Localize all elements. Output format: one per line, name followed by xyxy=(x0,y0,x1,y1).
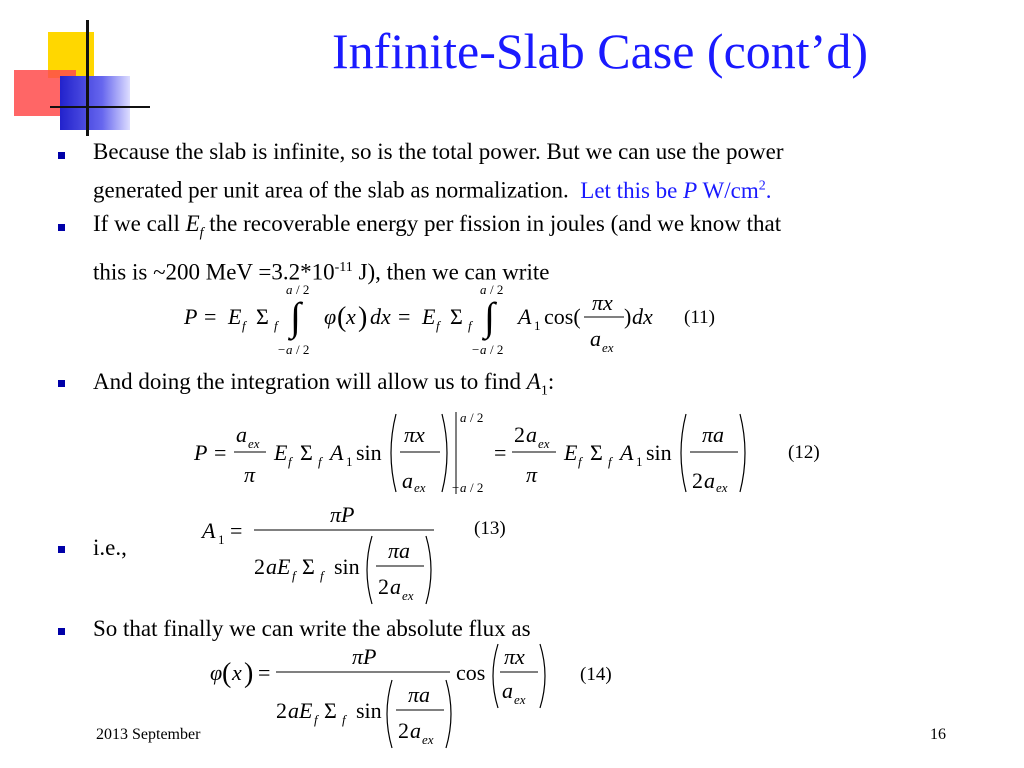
svg-text:a: a xyxy=(480,342,487,357)
svg-text:x: x xyxy=(232,660,242,685)
svg-text:Σ: Σ xyxy=(324,698,337,723)
svg-text:f: f xyxy=(342,712,346,727)
svg-text:f: f xyxy=(578,454,582,469)
svg-text:πa: πa xyxy=(388,538,411,563)
bullet-marker xyxy=(58,224,65,231)
svg-text:x: x xyxy=(346,304,356,329)
svg-text:=: = xyxy=(214,440,227,465)
svg-text:E: E xyxy=(564,440,578,465)
svg-text:=: = xyxy=(258,660,271,685)
svg-text:A: A xyxy=(518,304,532,329)
equation-13 xyxy=(198,500,448,606)
svg-text:2: 2 xyxy=(692,468,703,493)
equation-11-number: (11) xyxy=(684,307,715,328)
svg-text:a: a xyxy=(286,342,293,357)
equation-12 xyxy=(190,408,780,498)
svg-text:1: 1 xyxy=(534,318,541,333)
svg-text:∫: ∫ xyxy=(290,294,301,339)
bullet-5: So that finally we can write the absolute flux as xyxy=(93,616,531,641)
svg-text:ex: ex xyxy=(414,480,426,495)
svg-text:/ 2: / 2 xyxy=(470,410,484,425)
bullet-3: And doing the integration will allow us to find $A_1$: xyxy=(93,369,555,399)
svg-text:aE: aE xyxy=(288,698,313,723)
bullet-1-line-1: Because the slab is infinite, so is the total power. But we can use the power xyxy=(93,139,784,164)
svg-text:f: f xyxy=(318,454,322,469)
svg-text:a: a xyxy=(402,468,413,493)
svg-text:A: A xyxy=(202,518,216,543)
svg-text:/ 2: / 2 xyxy=(490,342,504,357)
svg-text:a: a xyxy=(286,282,293,297)
svg-text:=: = xyxy=(230,518,243,543)
svg-text:2: 2 xyxy=(378,574,389,599)
svg-text:2: 2 xyxy=(398,718,409,743)
svg-text:sin: sin xyxy=(646,440,672,465)
equation-14 xyxy=(206,642,566,750)
svg-text:πP: πP xyxy=(330,502,355,527)
svg-text:/ 2: / 2 xyxy=(296,282,310,297)
svg-text:ex: ex xyxy=(248,436,260,451)
slide-title: Infinite-Slab Case (cont’d) xyxy=(332,23,868,79)
svg-text:=: = xyxy=(204,304,217,329)
svg-text:Σ: Σ xyxy=(450,304,463,329)
svg-text:dx: dx xyxy=(632,304,653,329)
svg-text:∫: ∫ xyxy=(484,294,495,339)
svg-text:dx: dx xyxy=(370,304,391,329)
bullet-2 xyxy=(93,207,993,289)
svg-text:sin: sin xyxy=(356,440,382,465)
svg-text:E: E xyxy=(228,304,242,329)
deco-horizontal-line xyxy=(50,106,150,108)
equation-13-number: (13) xyxy=(474,518,506,539)
bullet-4: i.e., xyxy=(93,535,127,560)
svg-text:(: ( xyxy=(222,658,232,689)
svg-text:2: 2 xyxy=(254,554,265,579)
svg-text:/ 2: / 2 xyxy=(490,282,504,297)
svg-text:cos(: cos( xyxy=(544,304,581,329)
svg-text:f: f xyxy=(436,318,440,333)
svg-text:f: f xyxy=(288,454,292,469)
svg-text:sin: sin xyxy=(356,698,382,723)
svg-text:π: π xyxy=(526,462,538,487)
svg-text:/ 2: / 2 xyxy=(296,342,310,357)
svg-text:): ) xyxy=(244,658,254,689)
bullet-1-line-2: generated per unit area of the slab as normalization. Let this be P $W/cm^2$. xyxy=(93,177,772,203)
svg-text:f: f xyxy=(320,568,324,583)
svg-text:−: − xyxy=(452,480,460,495)
bullet-2-line-2: this is ~200 MeV $=3.2*10^{-11}$ J), then we can write xyxy=(93,259,550,285)
svg-text:=: = xyxy=(494,440,507,465)
svg-text:ex: ex xyxy=(602,340,614,355)
bullet-marker xyxy=(58,152,65,159)
footer-page-number: 16 xyxy=(930,726,946,743)
bullet-marker xyxy=(58,380,65,387)
svg-text:a: a xyxy=(236,422,247,447)
svg-text:cos: cos xyxy=(456,660,486,685)
svg-text:P: P xyxy=(194,440,208,465)
svg-text:a: a xyxy=(390,574,401,599)
svg-text:Σ: Σ xyxy=(256,304,269,329)
svg-text:πx: πx xyxy=(592,290,613,315)
svg-text:a: a xyxy=(460,480,467,495)
svg-text:a: a xyxy=(526,422,537,447)
svg-text:P: P xyxy=(184,304,198,329)
svg-text:f: f xyxy=(314,712,318,727)
svg-text:(: ( xyxy=(337,302,347,333)
svg-text:): ) xyxy=(358,302,368,333)
svg-text:f: f xyxy=(274,318,278,333)
svg-text:Σ: Σ xyxy=(590,440,603,465)
svg-text:a: a xyxy=(502,678,513,703)
bullet-1 xyxy=(93,135,993,208)
equation-12-number: (12) xyxy=(788,442,820,463)
svg-text:Σ: Σ xyxy=(300,440,313,465)
svg-text:E: E xyxy=(422,304,436,329)
svg-text:f: f xyxy=(468,318,472,333)
svg-text:πa: πa xyxy=(408,682,431,707)
bullet-marker xyxy=(58,628,65,635)
svg-text:ex: ex xyxy=(514,692,526,707)
svg-text:f: f xyxy=(292,568,296,583)
svg-text:1: 1 xyxy=(346,454,353,469)
svg-text:a: a xyxy=(410,718,421,743)
svg-text:πP: πP xyxy=(352,644,377,669)
svg-text:a: a xyxy=(480,282,487,297)
svg-text:E: E xyxy=(274,440,288,465)
svg-text:−: − xyxy=(278,342,286,357)
svg-text:φ: φ xyxy=(324,304,337,329)
svg-text:f: f xyxy=(242,318,246,333)
svg-text:): ) xyxy=(624,304,632,329)
svg-text:/ 2: / 2 xyxy=(470,480,484,495)
svg-text:−: − xyxy=(472,342,480,357)
svg-text:ex: ex xyxy=(716,480,728,495)
svg-text:ex: ex xyxy=(538,436,550,451)
equation-14-number: (14) xyxy=(580,664,612,685)
svg-text:πx: πx xyxy=(404,422,425,447)
svg-text:f: f xyxy=(608,454,612,469)
bullet-2-line-1: If we call $E_f$ the recoverable energy per fission in joules (and we know that xyxy=(93,211,782,241)
svg-text:A: A xyxy=(620,440,634,465)
svg-text:φ: φ xyxy=(210,660,223,685)
svg-text:2: 2 xyxy=(276,698,287,723)
svg-text:π: π xyxy=(244,462,256,487)
svg-text:2: 2 xyxy=(514,422,525,447)
svg-text:πa: πa xyxy=(702,422,725,447)
svg-text:sin: sin xyxy=(334,554,360,579)
svg-text:ex: ex xyxy=(422,732,434,747)
svg-text:a: a xyxy=(704,468,715,493)
svg-text:A: A xyxy=(330,440,344,465)
svg-text:Σ: Σ xyxy=(302,554,315,579)
svg-text:1: 1 xyxy=(636,454,643,469)
corner-decoration xyxy=(0,0,160,140)
deco-blue-square xyxy=(60,76,130,130)
deco-vertical-line xyxy=(86,20,89,136)
svg-text:=: = xyxy=(398,304,411,329)
svg-text:πx: πx xyxy=(504,644,525,669)
svg-text:1: 1 xyxy=(218,532,225,547)
svg-text:ex: ex xyxy=(402,588,414,603)
footer-date: 2013 September xyxy=(96,726,201,743)
svg-text:a: a xyxy=(460,410,467,425)
svg-text:a: a xyxy=(590,326,601,351)
svg-text:aE: aE xyxy=(266,554,291,579)
bullet-marker xyxy=(58,546,65,553)
